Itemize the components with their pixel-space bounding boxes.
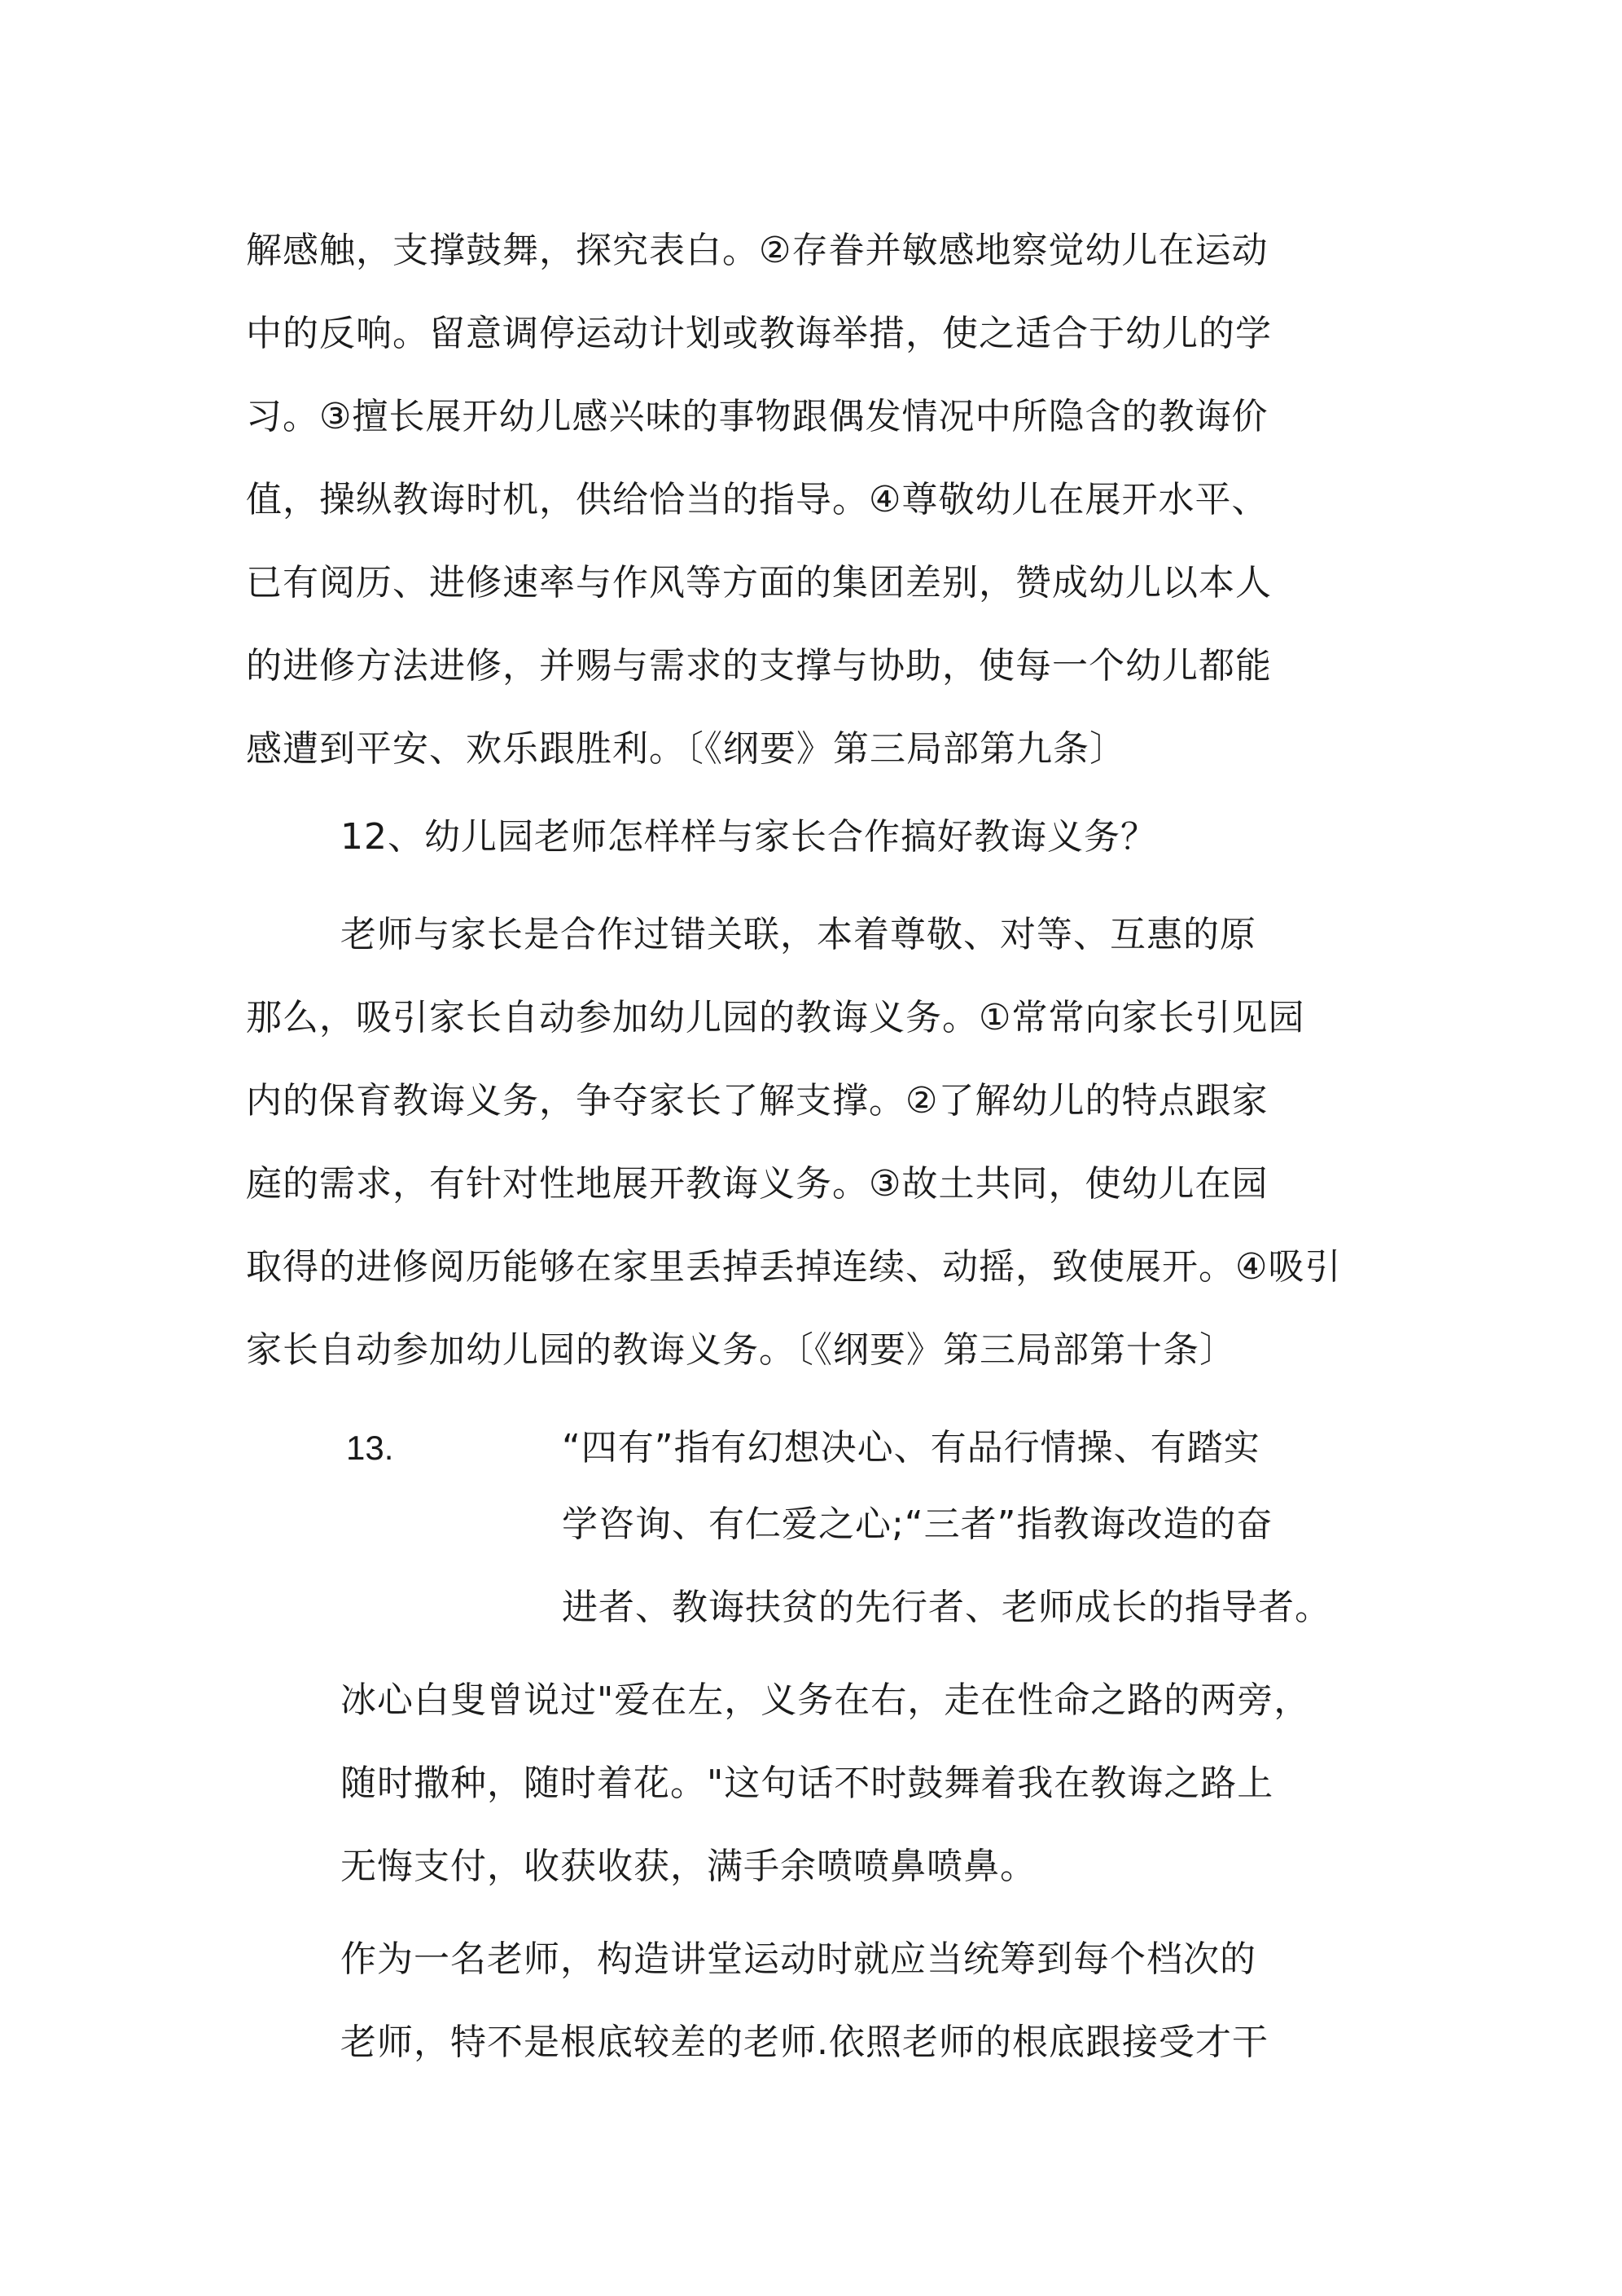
paragraph-line: 内的保育教诲义务，争夺家长了解支撑。②了解幼儿的特点跟家 <box>246 1080 1269 1122</box>
paragraph-line: 取得的进修阅历能够在家里丢掉丢掉连续、动摇，致使展开。④吸引 <box>246 1246 1342 1288</box>
paragraph-line: 的进修方法进修，并赐与需求的支撑与协助，使每一个幼儿都能 <box>246 645 1272 687</box>
question-13-number: 13. <box>346 1429 394 1467</box>
paragraph-line: 习。③擅长展开幼儿感兴味的事物跟偶发情况中所隐含的教诲价 <box>246 396 1269 437</box>
paragraph-line: 无悔支付，收获收获，满手余喷喷鼻喷鼻。 <box>340 1846 1037 1887</box>
question-13-line: 进者、教诲扶贫的先行者、老师成长的指导者。 <box>562 1587 1331 1628</box>
paragraph-line: 那么，吸引家长自动参加幼儿园的教诲义务。①常常向家长引见园 <box>246 997 1305 1038</box>
paragraph-line: 庭的需求，有针对性地展开教诲义务。③故土共同，使幼儿在园 <box>246 1163 1269 1205</box>
question-13-line: “四有”指有幻想决心、有品行情操、有踏实 <box>562 1427 1260 1468</box>
question-12-heading: 12、幼儿园老师怎样样与家长合作搞好教诲义务？ <box>340 816 1157 858</box>
paragraph-line: 老师与家长是合作过错关联，本着尊敬、对等、互惠的原 <box>340 914 1256 955</box>
paragraph-line: 感遭到平安、欢乐跟胜利。〔《纲要》第三局部第九条〕 <box>246 728 1126 770</box>
paragraph-line: 已有阅历、进修速率与作风等方面的集团差别，赞成幼儿以本人 <box>246 562 1272 604</box>
paragraph-line: 冰心白叟曾说过"爱在左，义务在右，走在性命之路的两旁， <box>340 1679 1311 1721</box>
paragraph-line: 解感触，支撑鼓舞，探究表白。②存眷并敏感地察觉幼儿在运动 <box>246 230 1269 271</box>
paragraph-line: 家长自动参加幼儿园的教诲义务。〔《纲要》第三局部第十条〕 <box>246 1329 1236 1371</box>
question-13-line: 学咨询、有仁爱之心;“三者”指教诲改造的奋 <box>562 1504 1273 1545</box>
paragraph-line: 随时撒种，随时着花。"这句话不时鼓舞着我在教诲之路上 <box>340 1763 1274 1804</box>
paragraph-line: 作为一名老师，构造讲堂运动时就应当统筹到每个档次的 <box>340 1938 1256 1980</box>
paragraph-line: 老师，特不是根底较差的老师.依照老师的根底跟接受才干 <box>340 2022 1269 2063</box>
paragraph-line: 中的反响。留意调停运动计划或教诲举措，使之适合于幼儿的学 <box>246 313 1272 354</box>
paragraph-line: 值，操纵教诲时机，供给恰当的指导。④尊敬幼儿在展开水平、 <box>246 479 1269 520</box>
